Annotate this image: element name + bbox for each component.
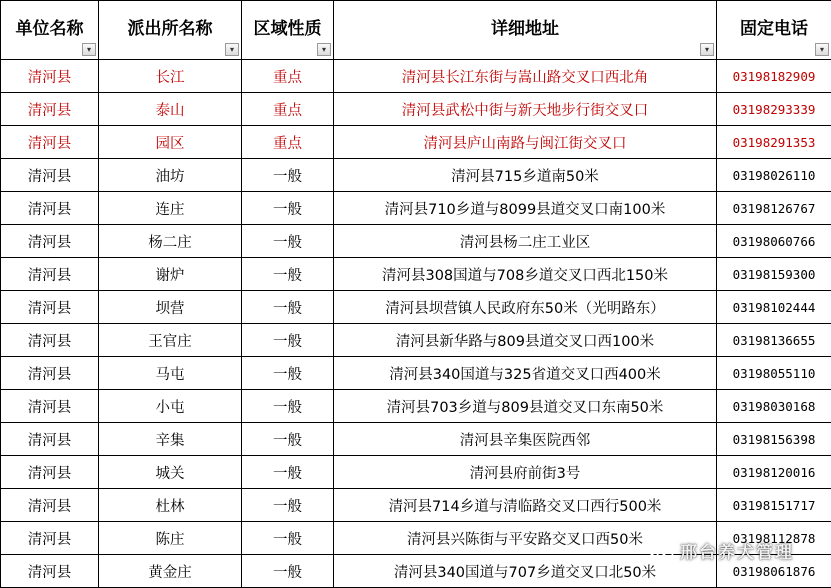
table-row[interactable]	[1, 60, 831, 93]
cell-zone[interactable]: 一般	[242, 225, 334, 258]
header-label: 固定电话	[717, 14, 831, 47]
cell-station[interactable]: 谢炉	[99, 258, 242, 291]
cell-station[interactable]: 泰山	[99, 93, 242, 126]
cell-address[interactable]: 清河县武松中街与新天地步行街交叉口	[334, 93, 717, 126]
watermark	[648, 538, 794, 563]
cell-unit[interactable]: 清河县	[1, 423, 99, 456]
cell-address[interactable]: 清河县辛集医院西邻	[334, 423, 717, 456]
cell-phone[interactable]: 03198060766	[717, 225, 831, 258]
cell-phone[interactable]: 03198182909	[717, 60, 831, 93]
cell-phone[interactable]: 03198156398	[717, 423, 831, 456]
cell-station[interactable]: 城关	[99, 456, 242, 489]
cell-phone[interactable]: 03198055110	[717, 357, 831, 390]
cell-zone[interactable]: 一般	[242, 390, 334, 423]
cell-phone[interactable]: 03198061876	[717, 555, 831, 588]
cell-phone[interactable]: 03198293339	[717, 93, 831, 126]
cell-unit[interactable]: 清河县	[1, 126, 99, 159]
cell-address[interactable]: 清河县坝营镇人民政府东50米（光明路东）	[334, 291, 717, 324]
cell-address[interactable]: 清河县府前街3号	[334, 456, 717, 489]
cell-unit[interactable]: 清河县	[1, 93, 99, 126]
cell-unit[interactable]: 清河县	[1, 258, 99, 291]
cell-zone[interactable]: 重点	[242, 60, 334, 93]
cell-address[interactable]: 清河县703乡道与809县道交叉口东南50米	[334, 390, 717, 423]
cell-station[interactable]: 坝营	[99, 291, 242, 324]
table-row[interactable]	[1, 126, 831, 159]
wechat-icon	[648, 540, 674, 562]
cell-address[interactable]: 清河县710乡道与8099县道交叉口南100米	[334, 192, 717, 225]
header-row	[1, 1, 831, 60]
table-row[interactable]	[1, 390, 831, 423]
cell-phone[interactable]: 03198026110	[717, 159, 831, 192]
cell-zone[interactable]: 一般	[242, 159, 334, 192]
cell-unit[interactable]: 清河县	[1, 456, 99, 489]
cell-station[interactable]: 陈庄	[99, 522, 242, 555]
cell-unit[interactable]: 清河县	[1, 291, 99, 324]
cell-station[interactable]: 长江	[99, 60, 242, 93]
table-row[interactable]	[1, 225, 831, 258]
cell-phone[interactable]: 03198151717	[717, 489, 831, 522]
col-header-station[interactable]	[99, 1, 242, 60]
filter-active-icon[interactable]: ▾	[82, 43, 96, 56]
cell-unit[interactable]: 清河县	[1, 522, 99, 555]
header-label: 区域性质	[242, 14, 333, 47]
cell-station[interactable]: 小屯	[99, 390, 242, 423]
cell-phone[interactable]: 03198120016	[717, 456, 831, 489]
cell-unit[interactable]: 清河县	[1, 390, 99, 423]
cell-address[interactable]: 清河县杨二庄工业区	[334, 225, 717, 258]
cell-address[interactable]: 清河县340国道与325省道交叉口西400米	[334, 357, 717, 390]
cell-unit[interactable]: 清河县	[1, 192, 99, 225]
table-row[interactable]	[1, 258, 831, 291]
cell-phone[interactable]: 03198136655	[717, 324, 831, 357]
col-header-address[interactable]	[334, 1, 717, 60]
header-label: 详细地址	[334, 14, 716, 47]
cell-address[interactable]: 清河县340国道与707乡道交叉口北50米	[334, 555, 717, 588]
cell-phone[interactable]: 03198102444	[717, 291, 831, 324]
cell-station[interactable]: 油坊	[99, 159, 242, 192]
cell-address[interactable]: 清河县长江东街与嵩山路交叉口西北角	[334, 60, 717, 93]
cell-phone[interactable]: 03198126767	[717, 192, 831, 225]
cell-station[interactable]: 园区	[99, 126, 242, 159]
cell-phone[interactable]: 03198291353	[717, 126, 831, 159]
dropdown-arrow-icon[interactable]: ▾	[317, 43, 331, 56]
cell-zone[interactable]: 重点	[242, 93, 334, 126]
cell-address[interactable]: 清河县庐山南路与闽江街交叉口	[334, 126, 717, 159]
table-row[interactable]	[1, 423, 831, 456]
dropdown-arrow-icon[interactable]: ▾	[700, 43, 714, 56]
cell-unit[interactable]: 清河县	[1, 159, 99, 192]
table-row[interactable]	[1, 291, 831, 324]
cell-zone[interactable]: 一般	[242, 489, 334, 522]
cell-unit[interactable]: 清河县	[1, 489, 99, 522]
table-row[interactable]	[1, 456, 831, 489]
cell-phone[interactable]: 03198159300	[717, 258, 831, 291]
cell-station[interactable]: 黄金庄	[99, 555, 242, 588]
cell-zone[interactable]: 一般	[242, 291, 334, 324]
col-header-unit[interactable]	[1, 1, 99, 60]
cell-phone[interactable]: 03198112878	[717, 522, 831, 555]
cell-unit[interactable]: 清河县	[1, 357, 99, 390]
cell-zone[interactable]: 一般	[242, 423, 334, 456]
cell-station[interactable]: 马屯	[99, 357, 242, 390]
table-row[interactable]	[1, 357, 831, 390]
cell-phone[interactable]: 03198030168	[717, 390, 831, 423]
cell-zone[interactable]: 一般	[242, 324, 334, 357]
dropdown-arrow-icon[interactable]: ▾	[815, 43, 829, 56]
cell-unit[interactable]: 清河县	[1, 60, 99, 93]
cell-zone[interactable]: 一般	[242, 258, 334, 291]
cell-zone[interactable]: 一般	[242, 522, 334, 555]
table-row[interactable]	[1, 192, 831, 225]
table-row[interactable]	[1, 159, 831, 192]
cell-address[interactable]: 清河县714乡道与清临路交叉口西行500米	[334, 489, 717, 522]
cell-zone[interactable]: 一般	[242, 192, 334, 225]
cell-zone[interactable]: 重点	[242, 126, 334, 159]
cell-address[interactable]: 清河县新华路与809县道交叉口西100米	[334, 324, 717, 357]
table-row[interactable]	[1, 93, 831, 126]
cell-station[interactable]: 王官庄	[99, 324, 242, 357]
cell-zone[interactable]: 一般	[242, 357, 334, 390]
col-header-zone[interactable]	[242, 1, 334, 60]
cell-address[interactable]: 清河县兴陈街与平安路交叉口西50米	[334, 522, 717, 555]
cell-unit[interactable]: 清河县	[1, 225, 99, 258]
cell-address[interactable]: 清河县715乡道南50米	[334, 159, 717, 192]
header-label: 单位名称	[1, 14, 98, 47]
cell-zone[interactable]: 一般	[242, 555, 334, 588]
cell-station[interactable]: 辛集	[99, 423, 242, 456]
cell-station[interactable]: 连庄	[99, 192, 242, 225]
col-header-phone[interactable]	[717, 1, 831, 60]
cell-unit[interactable]: 清河县	[1, 324, 99, 357]
dropdown-arrow-icon[interactable]: ▾	[225, 43, 239, 56]
table-row[interactable]	[1, 489, 831, 522]
cell-station[interactable]: 杜林	[99, 489, 242, 522]
cell-unit[interactable]: 清河县	[1, 555, 99, 588]
table-row[interactable]	[1, 324, 831, 357]
cell-station[interactable]: 杨二庄	[99, 225, 242, 258]
cell-zone[interactable]: 一般	[242, 456, 334, 489]
cell-address[interactable]: 清河县308国道与708乡道交叉口西北150米	[334, 258, 717, 291]
header-label: 派出所名称	[99, 14, 241, 47]
watermark-text: 邢台养犬管理	[680, 538, 794, 563]
